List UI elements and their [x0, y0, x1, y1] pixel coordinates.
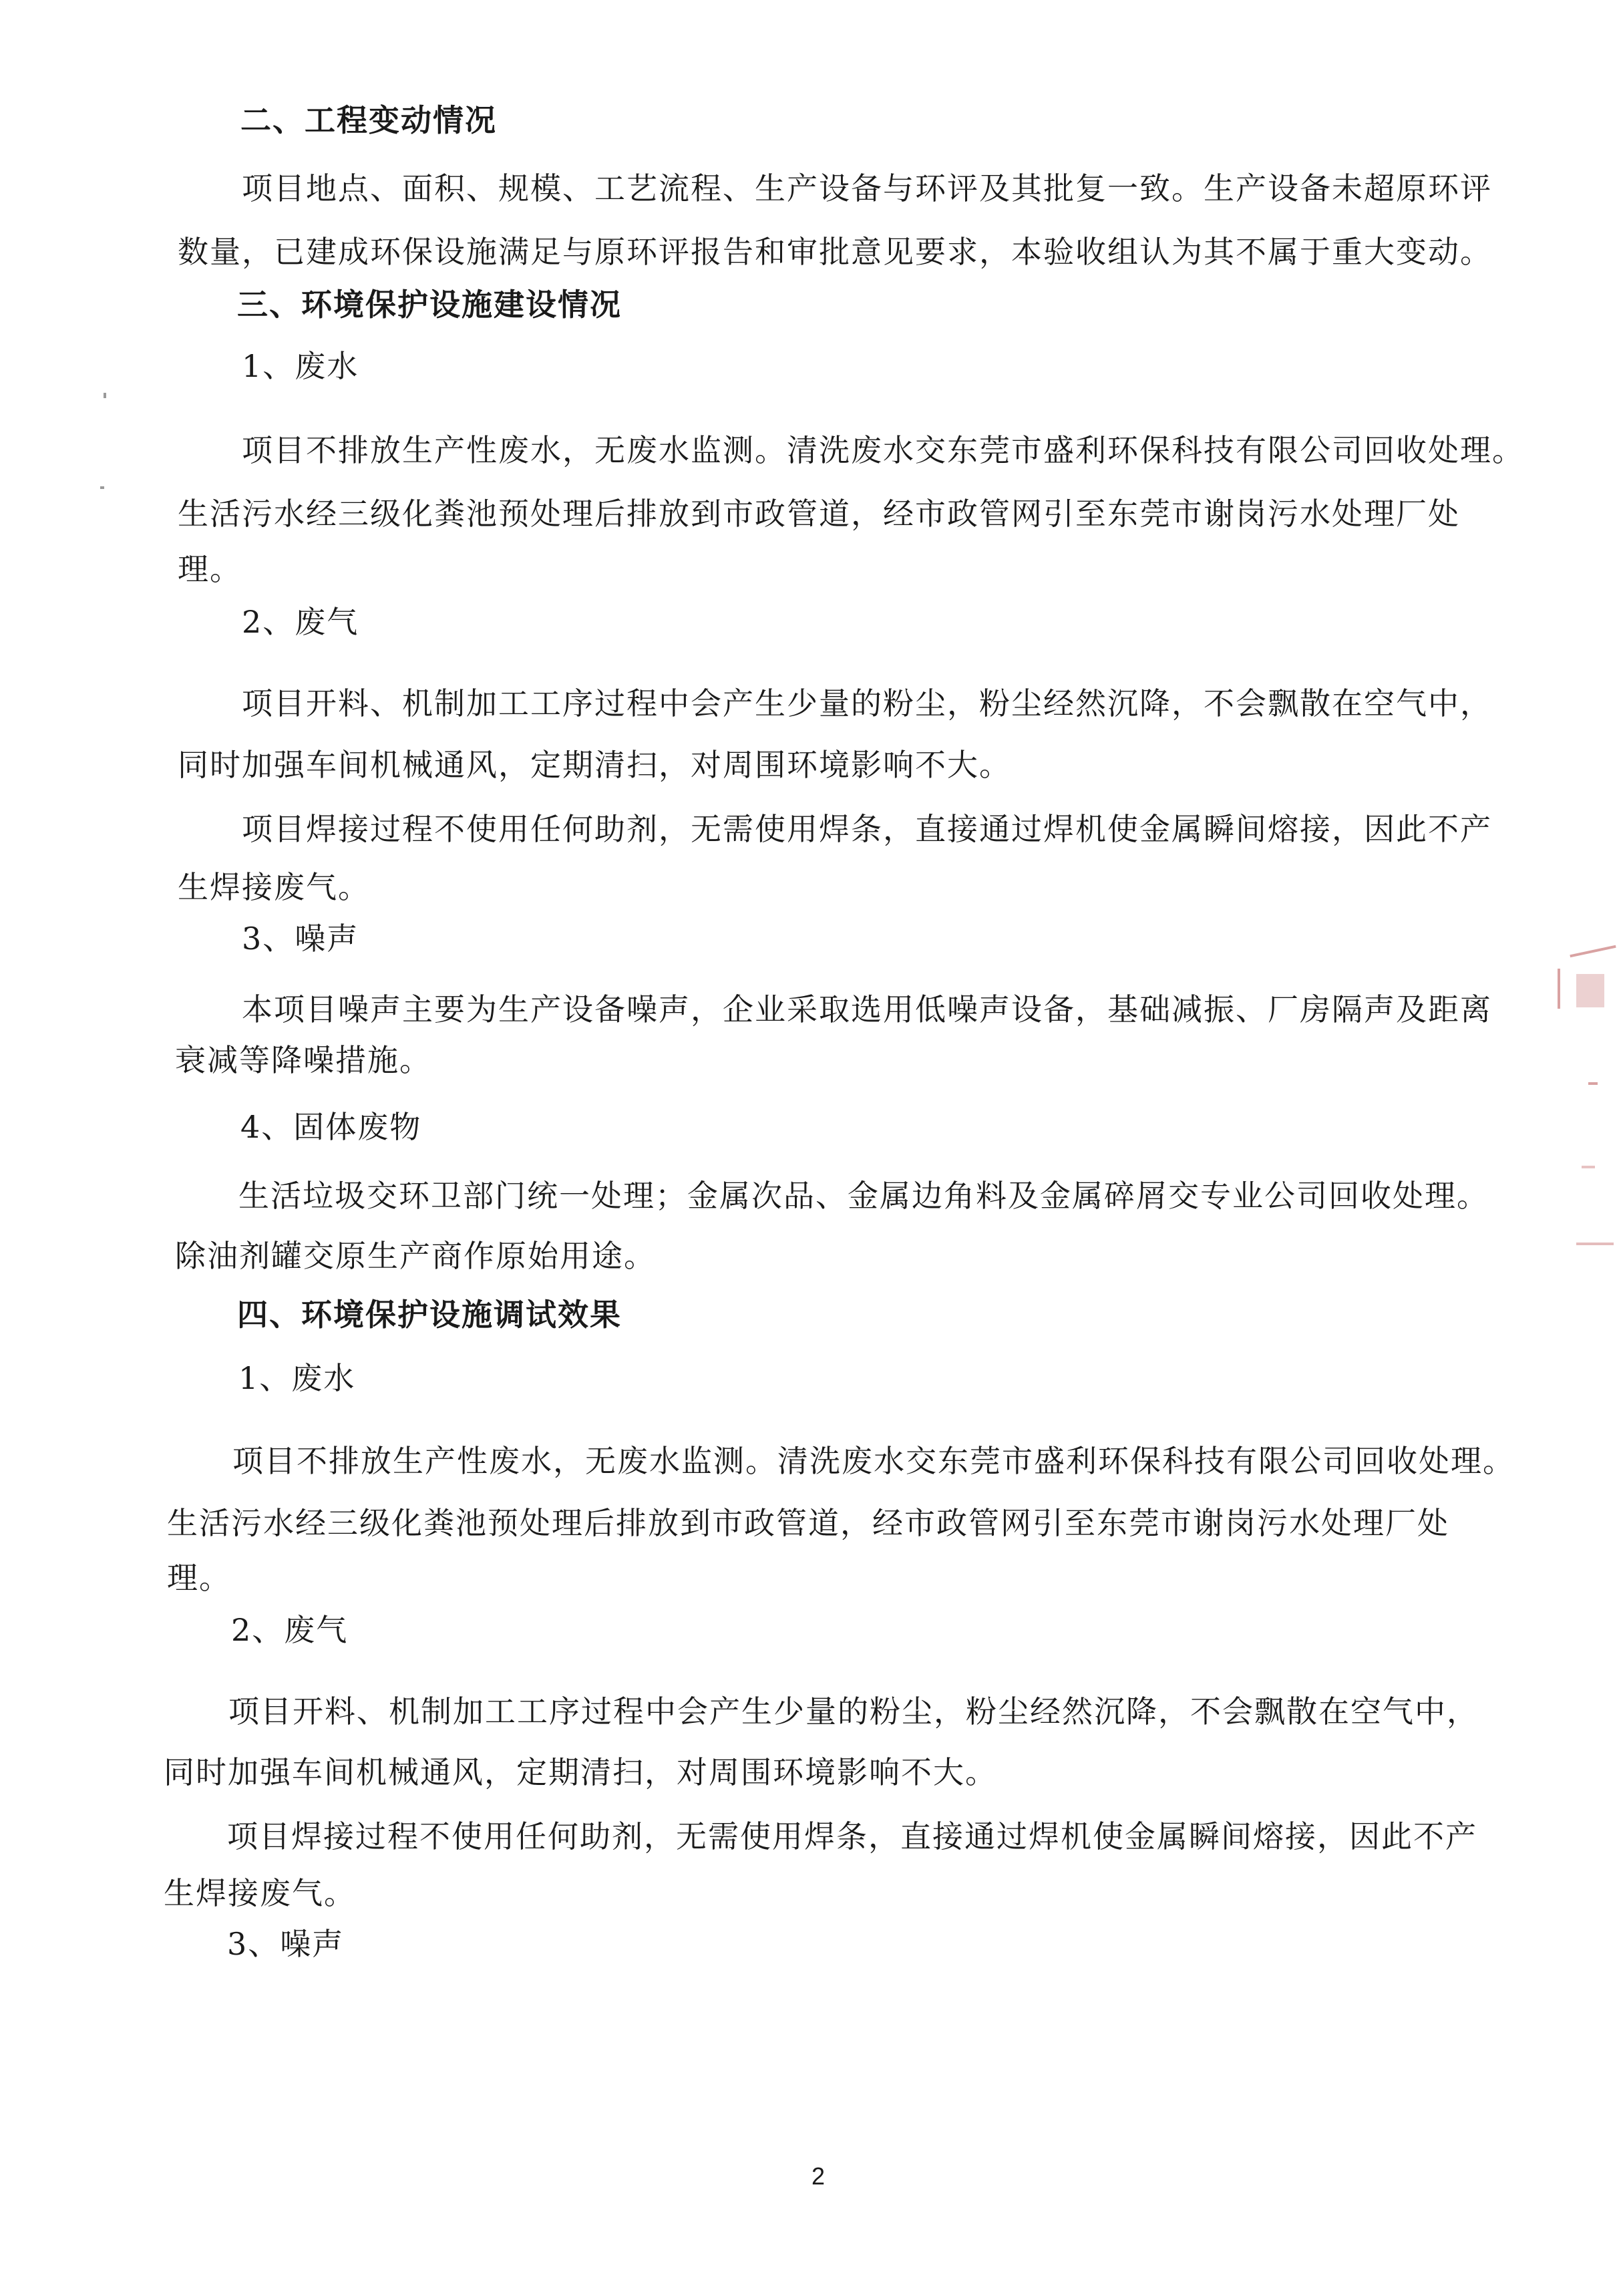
paragraph-line: 本项目噪声主要为生产设备噪声，企业采取选用低噪声设备，基础减振、厂房隔声及距离: [242, 991, 1492, 1027]
subheading: 4、固体废物: [240, 1109, 422, 1145]
subheading: 1、废水: [238, 1360, 356, 1396]
seal-stamp-fragment: [1550, 935, 1623, 1269]
scan-mark: [104, 393, 106, 398]
paragraph-line: 理。: [178, 551, 242, 587]
paragraph-line: 除油剂罐交原生产商作原始用途。: [175, 1238, 656, 1274]
paragraph-line: 生活污水经三级化粪池预处理后排放到市政管道，经市政管网引至东莞市谢岗污水处理厂处: [178, 496, 1460, 532]
paragraph-line: 生活垃圾交环卫部门统一处理；金属次品、金属边角料及金属碎屑交专业公司回收处理。: [238, 1178, 1489, 1214]
paragraph-line: 项目开料、机制加工工序过程中会产生少量的粉尘，粉尘经然沉降，不会飘散在空气中，: [242, 685, 1492, 721]
paragraph-line: 项目不排放生产性废水，无废水监测。清洗废水交东莞市盛利环保科技有限公司回收处理。: [232, 1443, 1515, 1479]
paragraph-line: 同时加强车间机械通风，定期清扫，对周围环境影响不大。: [178, 747, 1011, 783]
paragraph-line: 生焊接废气。: [164, 1875, 356, 1911]
paragraph-line: 同时加强车间机械通风，定期清扫，对周围环境影响不大。: [164, 1754, 997, 1790]
paragraph-line: 项目开料、机制加工工序过程中会产生少量的粉尘，粉尘经然沉降，不会飘散在空气中，: [228, 1693, 1479, 1730]
subheading: 2、废气: [242, 604, 359, 640]
section-heading-2: 二、工程变动情况: [240, 102, 497, 138]
paragraph-line: 衰减等降噪措施。: [175, 1042, 431, 1078]
paragraph-line: 项目焊接过程不使用任何助剂，无需使用焊条，直接通过焊机使金属瞬间熔接，因此不产: [242, 811, 1492, 847]
subheading: 1、废水: [242, 348, 359, 384]
paragraph-line: 项目不排放生产性废水，无废水监测。清洗废水交东莞市盛利环保科技有限公司回收处理。: [242, 432, 1524, 468]
paragraph-line: 项目焊接过程不使用任何助剂，无需使用焊条，直接通过焊机使金属瞬间熔接，因此不产: [227, 1818, 1477, 1854]
section-heading-4: 四、环境保护设施调试效果: [237, 1297, 622, 1333]
paragraph-line: 数量，已建成环保设施满足与原环评报告和审批意见要求，本验收组认为其不属于重大变动。: [178, 234, 1492, 270]
page-number: 2: [811, 2162, 826, 2190]
subheading: 3、噪声: [242, 921, 359, 957]
section-heading-3: 三、环境保护设施建设情况: [237, 287, 622, 323]
paragraph-line: 理。: [167, 1560, 231, 1596]
paragraph-line: 生活污水经三级化粪池预处理后排放到市政管道，经市政管网引至东莞市谢岗污水处理厂处: [167, 1505, 1449, 1541]
paragraph-line: 项目地点、面积、规模、工艺流程、生产设备与环评及其批复一致。生产设备未超原环评: [242, 170, 1492, 206]
paragraph-line: 生焊接废气。: [178, 869, 370, 905]
subheading: 3、噪声: [227, 1926, 345, 1962]
subheading: 2、废气: [231, 1612, 349, 1648]
scan-mark: [100, 486, 104, 489]
